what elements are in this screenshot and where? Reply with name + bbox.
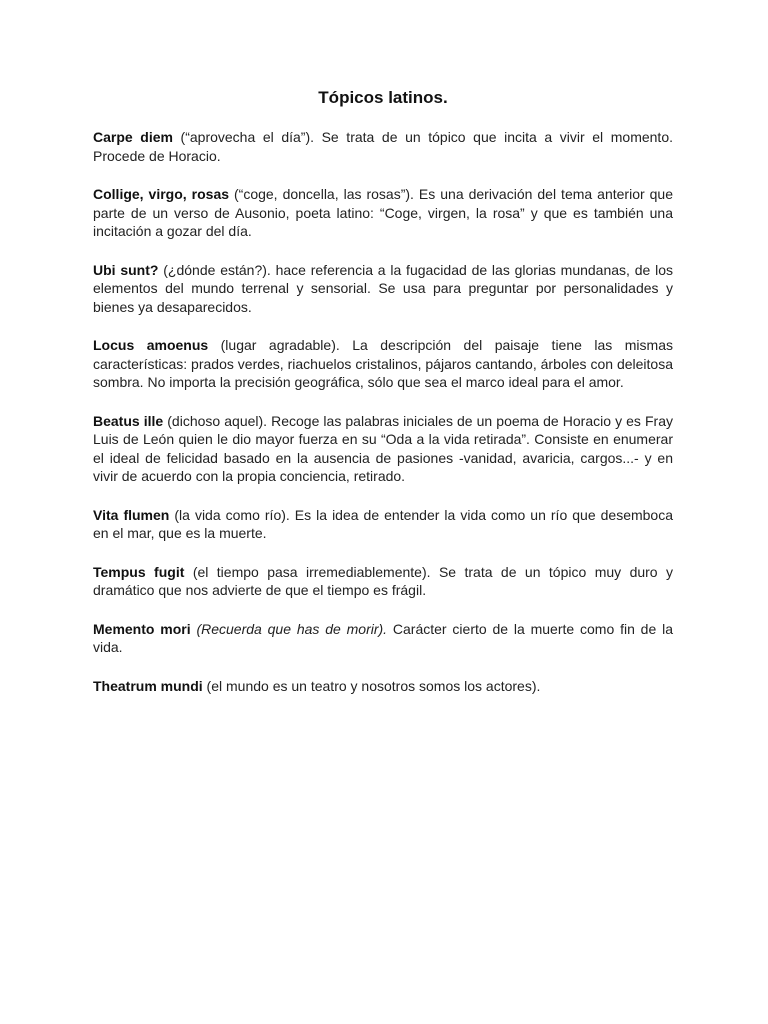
entry-vita-flumen [93,506,673,543]
entry-text: (lugar agradable). La descripción del paisaje tiene las mismas características: prados verdes, riachuelos cristalinos, pájaros cantando, árboles con deleitosa sombra. No importa la precisión geográfica, sólo que sea el marco ideal para el amor. [93,337,673,390]
entry-tempus-fugit [93,563,673,600]
entry-collige-virgo-rosas [93,185,673,241]
entry-term: Beatus ille [93,412,164,429]
entry-text: (el tiempo pasa irremediablemente). Se trata de un tópico muy duro y dramático que nos advierte de que el tiempo es frágil. [93,563,674,598]
entry-text: (dichoso aquel). Recoge las palabras iniciales de un poema de Horacio y es Fray Luis de León quien le dio mayor fuerza en su “Oda a la vida retirada”. Consiste en enumerar el ideal de felicidad basado en la ausencia de pasiones -vanidad, avaricia, cargos...- y en vivir de acuerdo con la propia conciencia, retirado. [93,412,673,484]
entry-carpe-diem [93,128,673,165]
document-page [93,88,673,715]
entry-italic-text: (Recuerda que has de morir). [190,620,388,637]
document-title: Tópicos latinos. [318,88,448,107]
entry-text: (“coge, doncella, las rosas”). Es una derivación del tema anterior que parte de un verso de Ausonio, poeta latino: “Coge, virgen, la rosa” y que es también una incitación a gozar del día. [93,186,673,239]
entry-ubi-sunt [93,261,673,317]
entry-locus-amoenus [93,336,673,392]
entry-term: Ubi sunt? [93,261,159,278]
entry-theatrum-mundi [93,677,673,696]
entry-text: Carácter cierto de la muerte como fin de la vida. [93,620,673,655]
entry-term: Theatrum mundi [93,677,203,694]
entry-term: Tempus fugit [93,563,185,580]
entry-text: (¿dónde están?). hace referencia a la fugacidad de las glorias mundanas, de los elementos del mundo terrenal y sensorial. Se usa para preguntar por personalidades y bienes ya desaparecidos. [93,261,673,315]
entry-term: Carpe diem [93,129,173,145]
entry-text: (la vida como río). Es la idea de entender la vida como un río que desemboca en el mar, que es la muerte. [93,506,674,541]
entry-memento-mori [93,620,673,657]
entry-beatus-ille [93,412,673,486]
entry-term: Memento mori [93,620,191,637]
entry-text: (“aprovecha el día”). Se trata de un tópico que incita a vivir el momento. Procede de Horacio. [93,129,673,164]
entry-term: Vita flumen [93,506,170,523]
entry-term: Collige, virgo, rosas [93,186,230,202]
entry-term: Locus amoenus [93,337,209,353]
entry-text: (el mundo es un teatro y nosotros somos los actores). [202,677,541,694]
